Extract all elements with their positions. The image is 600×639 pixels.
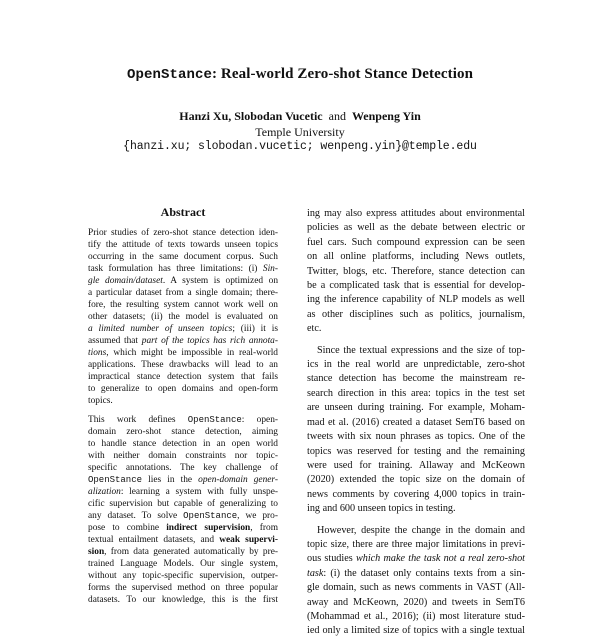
text-line: (Mohammad et al., 2016); (ii) most literature stud- bbox=[307, 610, 525, 622]
text-line: specific annotations. The key challenge of bbox=[88, 463, 278, 473]
paper-title bbox=[0, 66, 600, 83]
text-line: gle domain, such as news comments in VAST (All- bbox=[307, 582, 525, 594]
authors-and: and bbox=[328, 109, 346, 123]
text-line: (2020) extended the topic size on the domain of bbox=[307, 474, 525, 486]
text-line: etc. bbox=[307, 323, 322, 335]
text-line: without any topic-specific supervision, outper- bbox=[88, 571, 278, 581]
text-line: gle domain/dataset. A system is optimized on bbox=[88, 276, 279, 286]
text-line: datasets. To our knowledge, this is the first bbox=[88, 595, 278, 605]
authors-first: Hanzi Xu, Slobodan Vucetic bbox=[179, 109, 323, 123]
text-line: applications. These drawbacks will lead to an bbox=[88, 360, 278, 370]
text-line: textual entailment datasets, and weak supervi- bbox=[88, 535, 278, 545]
paper-title-rest: : Real-world Zero-shot Stance Detection bbox=[211, 66, 474, 82]
text-line: stance detection has become the mainstream re- bbox=[307, 373, 525, 385]
text-line: tions, which might be impossible in real-world bbox=[88, 348, 278, 358]
text-line: domain zero-shot stance detection, aiming bbox=[88, 427, 278, 437]
text-line: ous studies which make the task not a real zero-shot bbox=[307, 553, 525, 565]
text-line: impractical stance detection system that fails bbox=[88, 372, 278, 382]
text-line: on all online platforms, including News outlets, bbox=[307, 251, 525, 263]
text-line: a particular dataset from a single domain; there- bbox=[88, 288, 278, 298]
text-line: Prior studies of zero-shot stance detection iden- bbox=[88, 228, 278, 238]
text-line: were used for training. Allaway and McKeown bbox=[307, 459, 525, 471]
abstract-body bbox=[88, 227, 278, 606]
text-line: as other disciplines such as politics, journalism, bbox=[307, 308, 525, 320]
text-line: to generalize to open domains and open-form bbox=[88, 384, 278, 394]
text-line: task formulation has three limitations: (i) Sin- bbox=[88, 264, 278, 274]
text-line: pose to combine indirect supervision, from bbox=[88, 523, 278, 533]
text-line: other datasets; (ii) the model is evaluated on bbox=[88, 312, 278, 322]
author-emails: {hanzi.xu; slobodan.vucetic; wenpeng.yin}@temple.edu bbox=[123, 140, 477, 153]
text-line: be a complicated task that is essential for develop- bbox=[307, 280, 525, 292]
text-line: any dataset. To solve OpenStance, we pro- bbox=[88, 511, 278, 521]
introduction-body bbox=[307, 207, 525, 639]
text-line: task: (i) the dataset only contains texts from a sin- bbox=[307, 567, 525, 579]
text-line: topics was reserved for testing and the remaining bbox=[307, 445, 525, 457]
text-line: topics. bbox=[88, 396, 113, 406]
text-line: OpenStance lies in the open-domain gener- bbox=[88, 475, 278, 485]
text-line: search direction in this area: topics in the test set bbox=[307, 387, 525, 399]
text-line: ing the inference capability of NLP models as well bbox=[307, 294, 525, 306]
text-line: occurring in the same document corpus. Such bbox=[88, 252, 278, 262]
text-line: news comments by covering 4,000 topics in train- bbox=[307, 488, 525, 500]
author-list bbox=[0, 109, 600, 124]
text-line: trained Language Models. Our single system, bbox=[88, 559, 278, 569]
text-line: tify the attitude of texts towards unseen topics bbox=[88, 240, 278, 250]
text-line: assumed that part of the topics has rich annota- bbox=[88, 336, 278, 346]
text-line: mad et al. (2016) created a dataset SemT6 based on bbox=[307, 416, 525, 428]
text-line: a limited number of unseen topics; (iii) it is bbox=[88, 324, 278, 334]
paper-title-system-name: OpenStance bbox=[126, 67, 212, 83]
text-line: Since the textual expressions and the size of top- bbox=[317, 344, 525, 356]
text-line: to handle stance detection in an open world bbox=[88, 439, 278, 449]
text-line: ing and 600 unseen topics in testing. bbox=[307, 503, 456, 515]
affiliation: Temple University bbox=[255, 125, 345, 139]
text-line: tweets with six noun phrases as topics. One of the bbox=[307, 431, 525, 443]
text-line: ied only a limited size of topics with a single textual bbox=[307, 625, 525, 637]
text-line: policies as well as the debate between electric or bbox=[307, 222, 525, 234]
text-line: This work defines OpenStance: open- bbox=[88, 415, 279, 425]
text-line: However, despite the change in the domain and bbox=[317, 524, 525, 536]
text-line: sion, from data generated automatically by pre- bbox=[88, 547, 278, 557]
text-line: ics in the real world are unpredictable, zero-shot bbox=[307, 359, 525, 371]
text-line: alization: learning a system with fully unspe- bbox=[88, 487, 278, 497]
text-line: forms the supervised method on three popular bbox=[88, 583, 278, 593]
text-line: ing may also express attitudes about environmental bbox=[307, 208, 525, 219]
text-line: fuel cars. Such compound expression can be seen bbox=[307, 236, 525, 248]
text-line: cific supervision but capable of generalizing to bbox=[88, 499, 278, 509]
text-line: Twitter, blogs, etc. Therefore, stance detection can bbox=[307, 265, 525, 277]
text-line: with neither domain constraints nor topic- bbox=[88, 451, 278, 461]
text-line: are unseen during training. For example, Moham- bbox=[307, 402, 525, 414]
text-line: topic size, there are three major limitations in previ- bbox=[307, 538, 525, 550]
text-line: away and McKeown, 2020) and tweets in SemT6 bbox=[307, 596, 525, 608]
authors-last: Wenpeng Yin bbox=[351, 109, 421, 123]
text-line: fore, the resulting system cannot work well on bbox=[88, 300, 278, 310]
abstract-heading: Abstract bbox=[160, 205, 206, 219]
